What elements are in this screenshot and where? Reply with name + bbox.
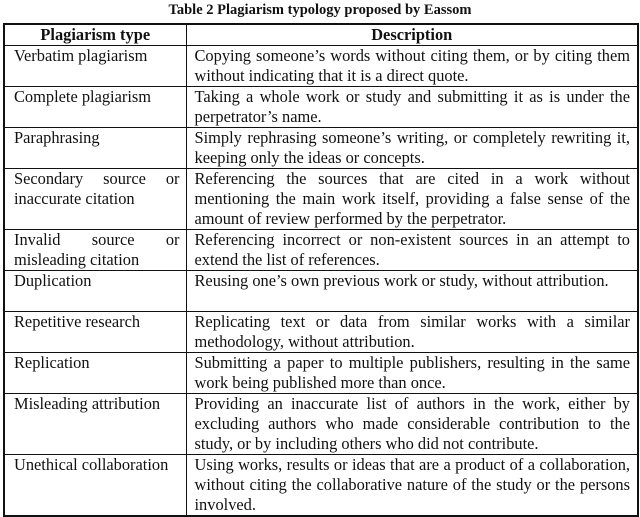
plagiarism-type-cell: Repetitive research — [4, 312, 186, 353]
description-cell: Submitting a paper to multiple publishers, resulting in the same work being published more than once. — [186, 353, 638, 394]
description-cell: Referencing incorrect or non-existent sources in an attempt to extend the list of references. — [186, 230, 638, 271]
table-row — [4, 128, 638, 169]
description-cell: Referencing the sources that are cited in a work without mentioning the main work itself, providing a false sense of the amount of review performed by the perpetrator. — [186, 169, 638, 230]
table-row — [4, 455, 638, 517]
plagiarism-type-cell: Verbatim plagiarism — [4, 46, 186, 87]
table-row — [4, 312, 638, 353]
plagiarism-typology-table — [3, 23, 639, 517]
table-row — [4, 169, 638, 230]
plagiarism-type-cell: Misleading attribution — [4, 394, 186, 455]
plagiarism-type-cell: Invalid source or misleading citation — [4, 230, 186, 271]
column-header-type: Plagiarism type — [4, 24, 186, 46]
description-cell: Copying someone’s words without citing them, or by citing them without indicating that it is a direct quote. — [186, 46, 638, 87]
table-row — [4, 46, 638, 87]
plagiarism-type-cell: Unethical collaboration — [4, 455, 186, 517]
description-cell: Using works, results or ideas that are a product of a collaboration, without citing the collaborative nature of the study or the persons involved. — [186, 455, 638, 517]
table-row — [4, 353, 638, 394]
description-cell: Taking a whole work or study and submitting it as is under the perpetrator’s name. — [186, 87, 638, 128]
column-header-description: Description — [186, 24, 638, 46]
plagiarism-type-cell: Secondary source or inaccurate citation — [4, 169, 186, 230]
description-cell: Replicating text or data from similar works with a similar methodology, without attribution. — [186, 312, 638, 353]
description-cell: Providing an inaccurate list of authors in the work, either by excluding authors who made considerable contribution to the study, or by including others who did not contribute. — [186, 394, 638, 455]
table-caption: Table 2 Plagiarism typology proposed by Eassom — [168, 2, 472, 18]
table-row — [4, 87, 638, 128]
description-cell: Simply rephrasing someone’s writing, or completely rewriting it, keeping only the ideas or concepts. — [186, 128, 638, 169]
table-row — [4, 271, 638, 312]
plagiarism-type-cell: Complete plagiarism — [4, 87, 186, 128]
plagiarism-type-cell: Paraphrasing — [4, 128, 186, 169]
plagiarism-type-cell: Replication — [4, 353, 186, 394]
table-header-row — [4, 24, 638, 46]
plagiarism-type-cell: Duplication — [4, 271, 186, 312]
description-cell: Reusing one’s own previous work or study, without attribution. — [186, 271, 638, 312]
table-row — [4, 394, 638, 455]
table-row — [4, 230, 638, 271]
